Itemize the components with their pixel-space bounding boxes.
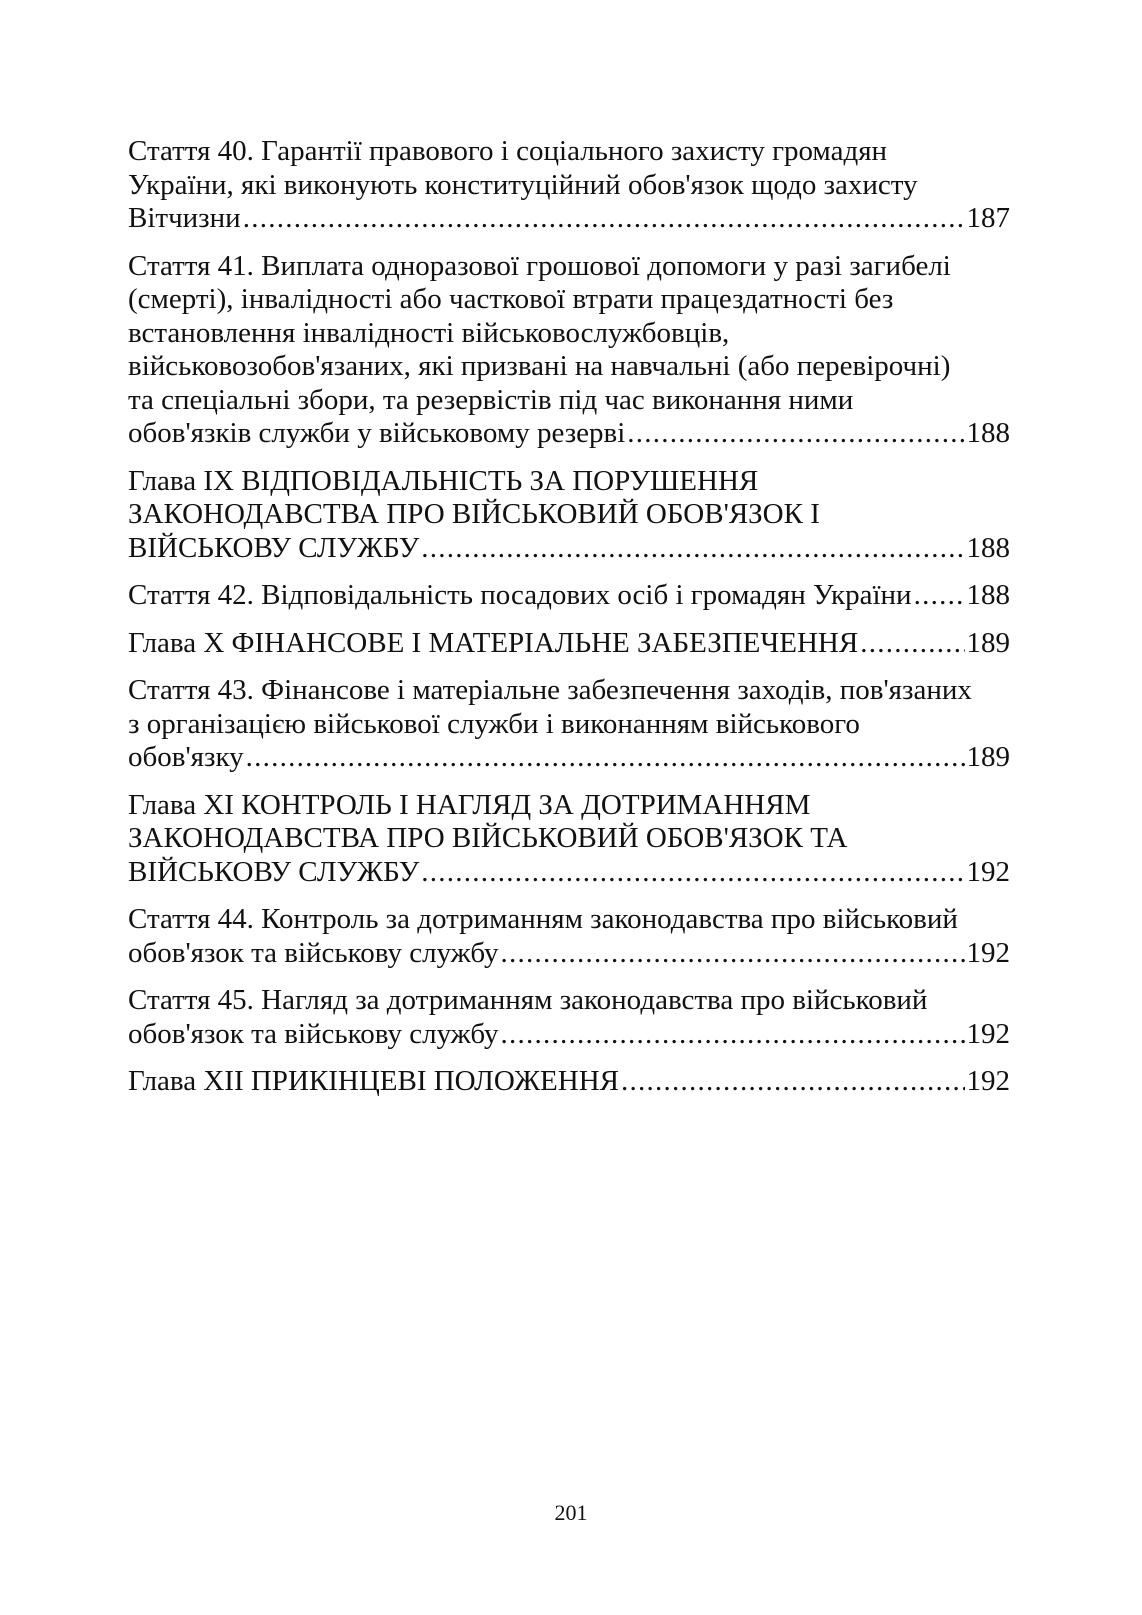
toc-entry-line: (смерті), інвалідності або часткової втрати працездатності без — [128, 283, 894, 315]
toc-entry-last-line — [128, 417, 1010, 451]
dot-leader — [860, 627, 964, 661]
dot-leader — [501, 937, 965, 971]
toc-entry-title-end: обов'язок та військову службу — [128, 1017, 499, 1050]
toc-entry-title-end: Глава XII ПРИКІНЦЕВІ ПОЛОЖЕННЯ — [128, 1065, 619, 1097]
toc-entry-line: ЗАКОНОДАВСТВА ПРО ВІЙСЬКОВИЙ ОБОВ'ЯЗОК І — [128, 498, 820, 530]
toc-entry-article-40[interactable] — [128, 135, 1010, 236]
toc-entry-line: військовозобов'язаних, які призвані на навчальні (або перевірочні) — [128, 350, 951, 382]
toc-entry-line: Глава XI КОНТРОЛЬ І НАГЛЯД ЗА ДОТРИМАННЯМ — [128, 788, 811, 821]
dot-leader — [621, 1065, 965, 1099]
toc-entry-last-line — [128, 627, 1010, 661]
toc-entry-chapter-9[interactable] — [128, 465, 1010, 566]
toc-page-number: 189 — [966, 626, 1010, 659]
toc-entry-line: Стаття 45. Нагляд за дотриманням законодавства про військовий — [128, 984, 928, 1016]
toc-page-number: 192 — [966, 1017, 1010, 1050]
toc-entry-chapter-11[interactable] — [128, 789, 1010, 890]
toc-entry-line: та спеціальні збори, та резервістів під час виконання ними — [128, 383, 854, 416]
page-number: 201 — [554, 1500, 588, 1525]
dot-leader — [421, 532, 964, 566]
toc-entry-line: встановлення інвалідності військовослужбовців, — [128, 316, 730, 349]
toc-entry-line: Стаття 44. Контроль за дотриманням законодавства про військовий — [128, 903, 958, 935]
toc-entry-title-end: Стаття 42. Відповідальність посадових осіб і громадян України — [128, 579, 912, 611]
toc-entry-article-43[interactable] — [128, 674, 1010, 775]
dot-leader — [421, 856, 964, 890]
toc-page-number: 188 — [966, 417, 1010, 449]
toc-page-number: 192 — [966, 855, 1010, 888]
toc-entry-last-line — [128, 202, 1010, 236]
toc-entry-title-end: Глава X ФІНАНСОВЕ І МАТЕРІАЛЬНЕ ЗАБЕЗПЕЧЕННЯ — [128, 626, 859, 659]
toc-page-number: 189 — [966, 741, 1010, 773]
toc-entry-last-line — [128, 856, 1010, 890]
toc-page-number: 188 — [966, 579, 1010, 611]
dot-leader — [914, 579, 965, 613]
toc-entry-chapter-12[interactable] — [128, 1065, 1010, 1099]
toc-entry-title-end: обов'язок та військову службу — [128, 936, 499, 969]
toc-entry-line: ЗАКОНОДАВСТВА ПРО ВІЙСЬКОВИЙ ОБОВ'ЯЗОК ТА — [128, 822, 848, 854]
toc-entry-last-line — [128, 741, 1010, 775]
toc-entry-last-line — [128, 1065, 1010, 1099]
dot-leader — [501, 1018, 965, 1052]
toc-entry-last-line — [128, 532, 1010, 566]
toc-entry-title-end: Вітчизни — [128, 202, 241, 234]
dot-leader — [243, 202, 965, 236]
toc-entry-article-41[interactable] — [128, 250, 1010, 451]
toc-entry-title-end: ВІЙСЬКОВУ СЛУЖБУ — [128, 531, 420, 564]
table-of-contents — [128, 135, 1010, 1113]
toc-entry-article-42[interactable] — [128, 579, 1010, 613]
toc-entry-last-line — [128, 1018, 1010, 1052]
toc-page-number: 192 — [966, 936, 1010, 969]
toc-entry-article-45[interactable] — [128, 984, 1010, 1051]
toc-entry-title-end: обов'язків служби у військовому резерві — [128, 417, 626, 449]
toc-entry-title-end: обов'язку — [128, 741, 244, 773]
toc-page-number: 188 — [966, 531, 1010, 564]
toc-entry-title-end: ВІЙСЬКОВУ СЛУЖБУ — [128, 855, 420, 888]
toc-page-number: 192 — [966, 1065, 1010, 1097]
toc-entry-chapter-10[interactable] — [128, 627, 1010, 661]
dot-leader — [246, 741, 965, 775]
dot-leader — [627, 417, 964, 451]
toc-entry-line: Стаття 41. Виплата одноразової грошової допомоги у разі загибелі — [128, 249, 951, 282]
toc-entry-line: Стаття 40. Гарантії правового і соціального захисту громадян — [128, 135, 888, 167]
toc-entry-line: України, які виконують конституційний обов'язок щодо захисту — [128, 168, 918, 201]
toc-entry-last-line — [128, 937, 1010, 971]
toc-entry-last-line — [128, 579, 1010, 613]
toc-page-number: 187 — [966, 202, 1010, 234]
toc-entry-line: Глава IX ВІДПОВІДАЛЬНІСТЬ ЗА ПОРУШЕННЯ — [128, 464, 759, 497]
toc-entry-line: з організацією військової служби і виконанням військового — [128, 707, 860, 740]
toc-entry-article-44[interactable] — [128, 903, 1010, 970]
toc-entry-line: Стаття 43. Фінансове і матеріальне забезпечення заходів, пов'язаних — [128, 674, 972, 706]
